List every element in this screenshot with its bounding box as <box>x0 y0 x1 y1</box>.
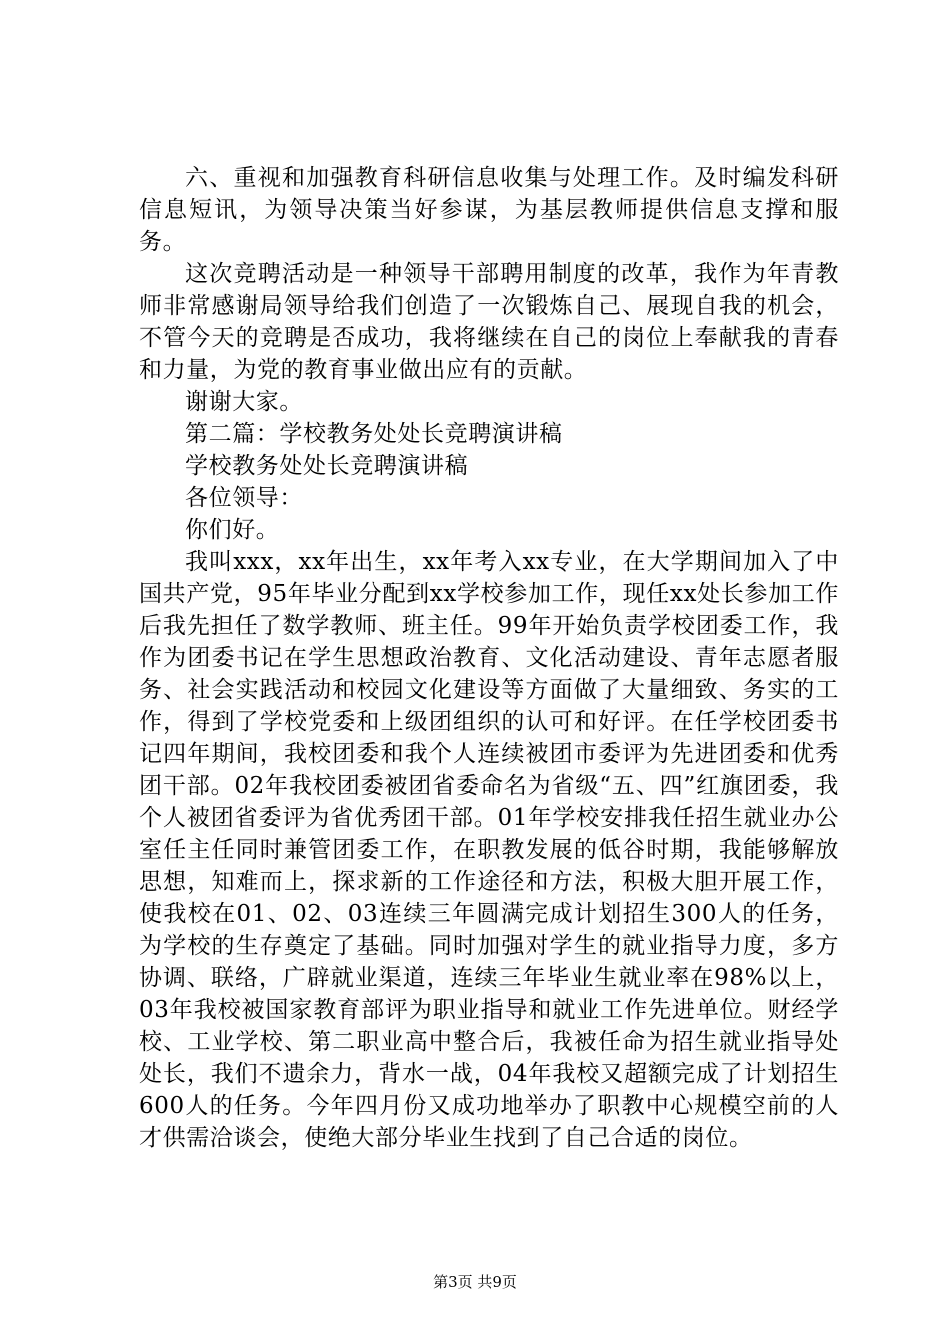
speech-title: 学校教务处处长竞聘演讲稿 <box>185 453 469 479</box>
document-body <box>139 162 839 1154</box>
paragraph-thanks: 谢谢大家。 <box>185 389 303 415</box>
paragraph-self-introduction: 我叫xxx，xx年出生，xx年考入xx专业，在大学期间加入了中国共产党，95年毕业分配到xx学校参加工作，现任xx处长参加工作后我先担任了数学教师、班主任。99年开始负责学校团委工作，我作为团委书记在学生思想政治教育、文化活动建设、青年志愿者服务、社会实践活动和校园文化建设等方面做了大量细致、务实的工作，得到了学校党委和上级团组织的认可和好评。在任学校团委书记四年期间，我校团委和我个人连续被团市委评为先进团委和优秀团干部。02年我校团委被团省委命名为省级“五、四”红旗团委，我个人被团省委评为省优秀团干部。01年学校安排我任招生就业办公室任主任同时兼管团委工作，在职教发展的低谷时期，我能够解放思想，知难而上，探求新的工作途径和方法，积极大胆开展工作，使我校在01、02、03连续三年圆满完成计划招生300人的任务，为学校的生存奠定了基础。同时加强对学生的就业指导力度，多方协调、联络，广辟就业渠道，连续三年毕业生就业率在98%以上，03年我校被国家教育部评为职业指导和就业工作先进单位。财经学校、工业学校、第二职业高中整合后，我被任命为招生就业指导处处长，我们不遗余力，背水一战，04年我校又超额完成了计划招生600人的任务。今年四月份又成功地举办了职教中心规模空前的人才供需洽谈会，使绝大部分毕业生找到了自己合适的岗位。 <box>139 549 839 1151</box>
salutation: 各位领导： <box>185 485 303 511</box>
page-footer: 第3页 共9页 <box>433 1273 517 1291</box>
section-heading: 第二篇：学校教务处处长竞聘演讲稿 <box>185 421 563 447</box>
paragraph-research-info: 六、重视和加强教育科研信息收集与处理工作。及时编发科研信息短讯，为领导决策当好参谋，为基层教师提供信息支撑和服务。 <box>139 165 839 255</box>
greeting: 你们好。 <box>185 517 280 543</box>
paragraph-closing-remarks: 这次竞聘活动是一种领导干部聘用制度的改革，我作为年青教师非常感谢局领导给我们创造了一次锻炼自己、展现自我的机会，不管今天的竞聘是否成功，我将继续在自己的岗位上奉献我的青春和力量，为党的教育事业做出应有的贡献。 <box>139 261 839 383</box>
